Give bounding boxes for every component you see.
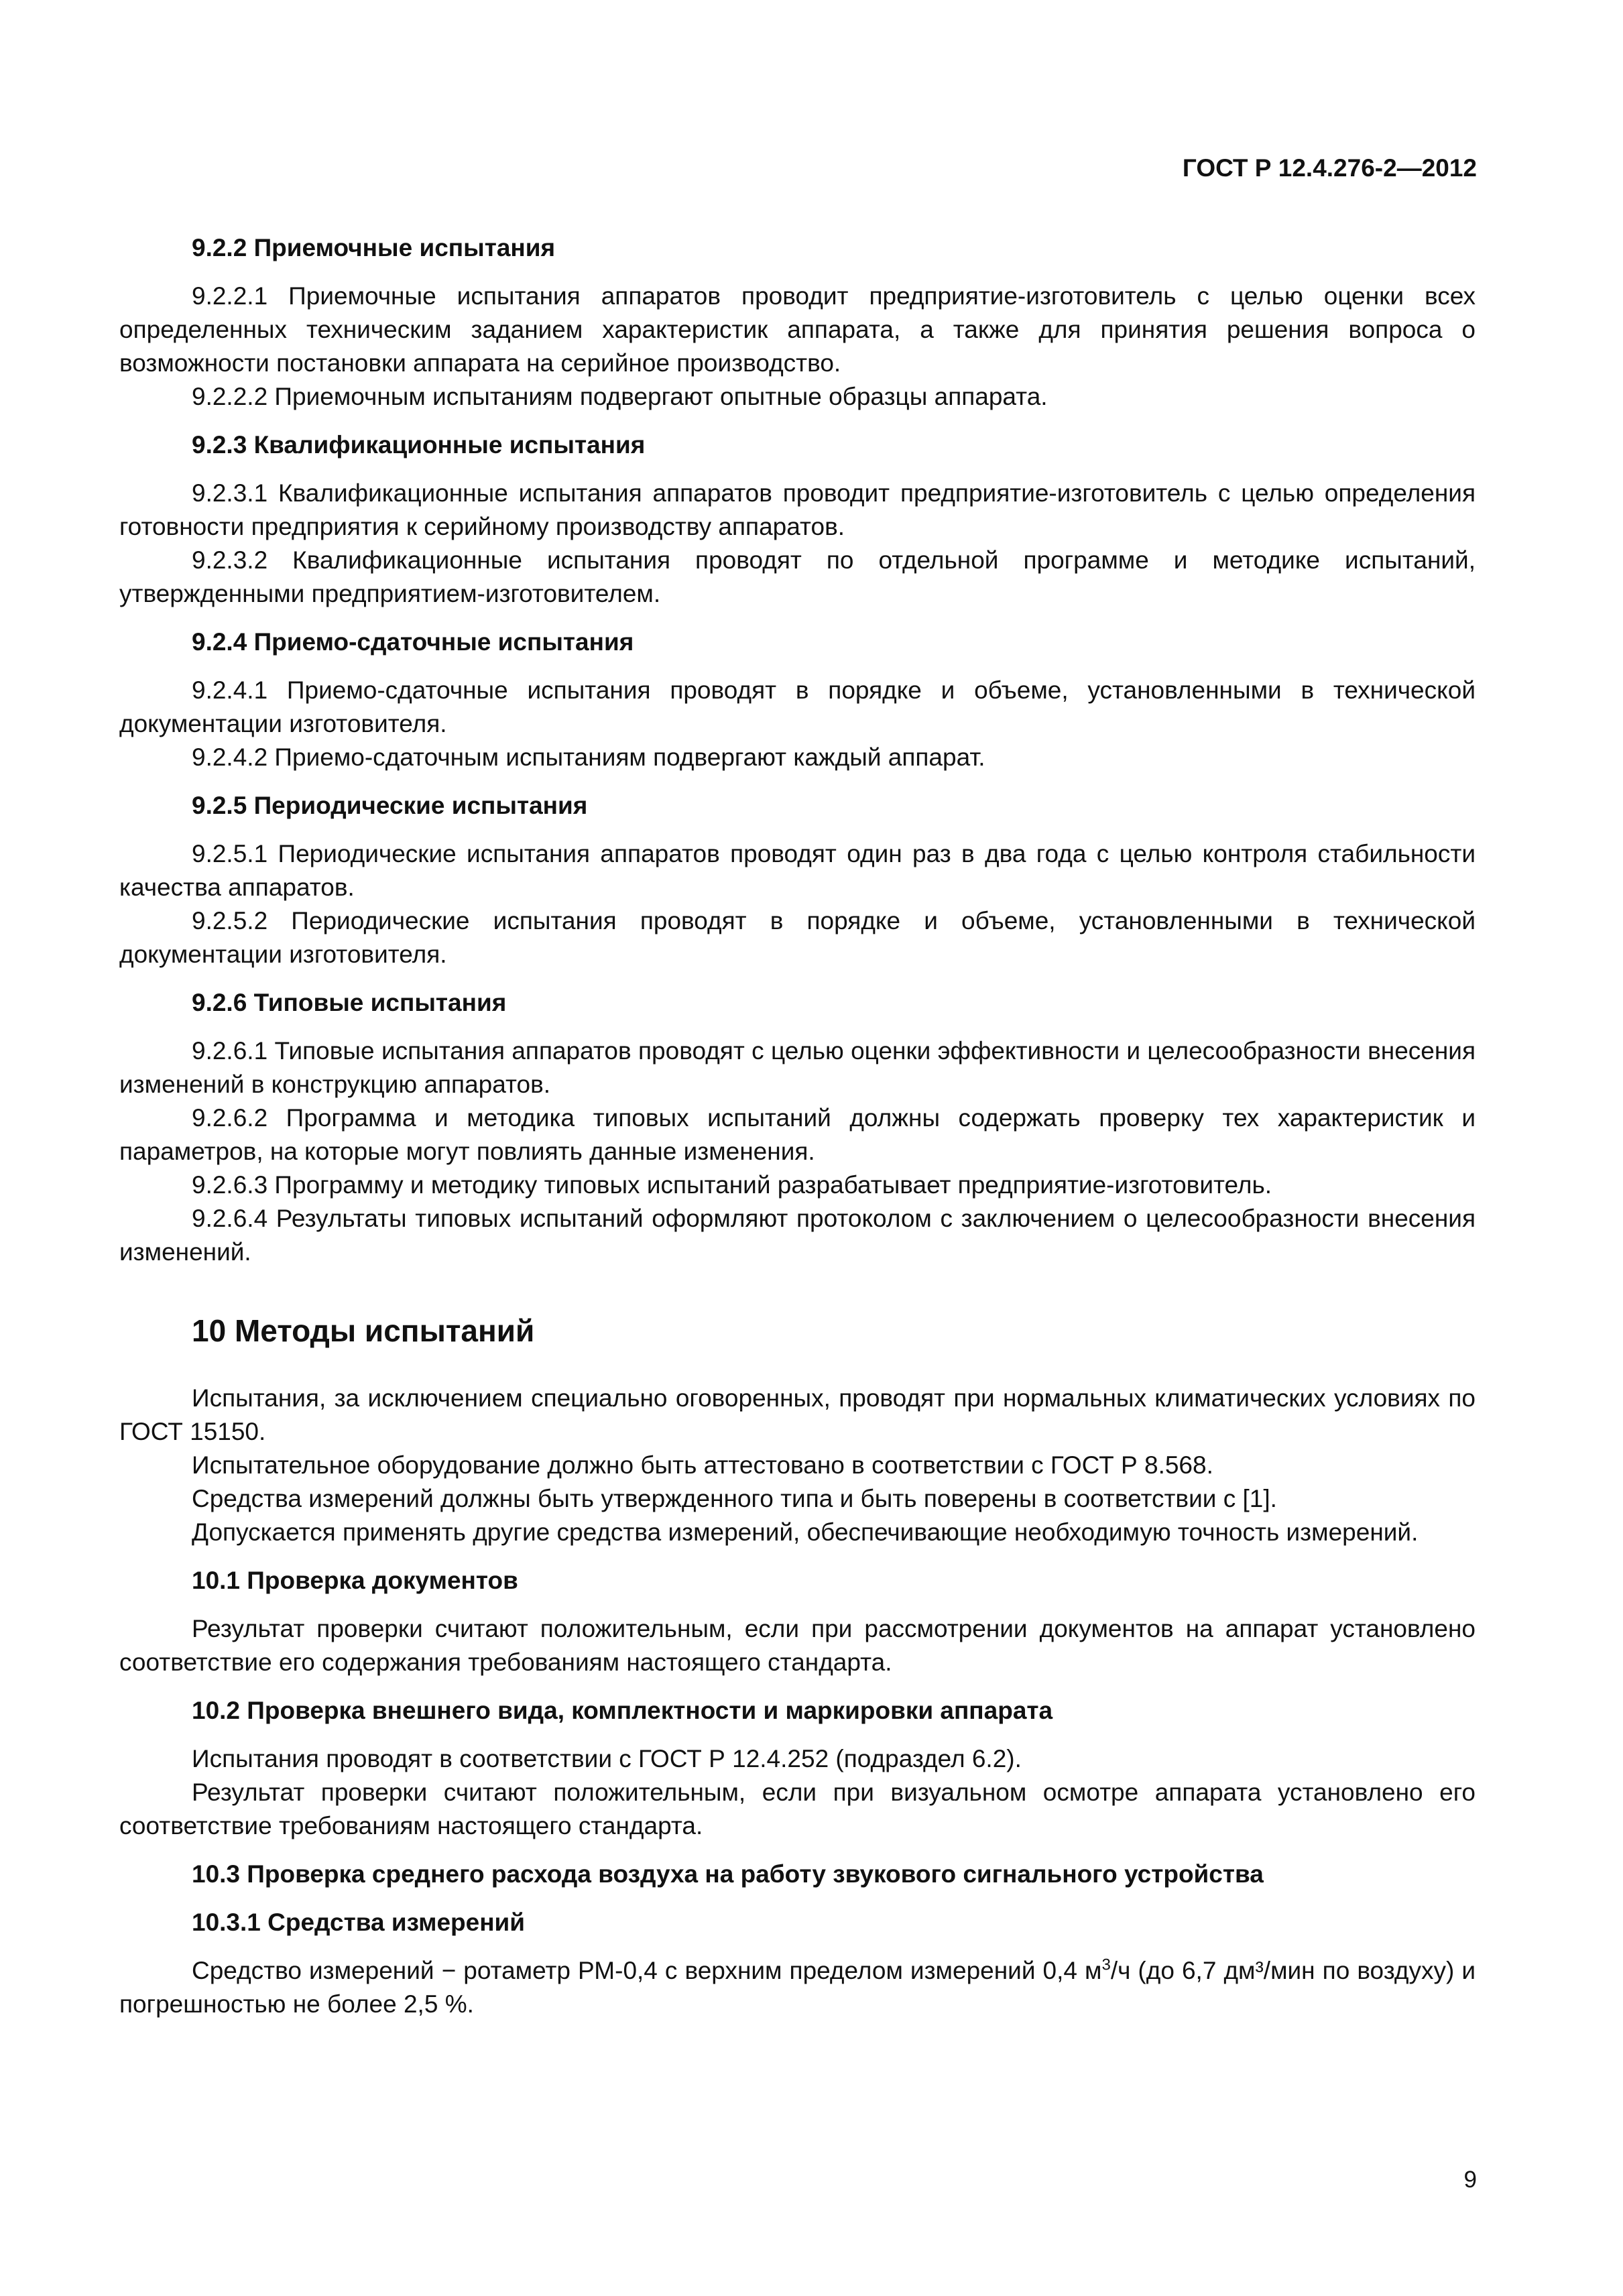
paragraph-measuring-instruments: [119, 1954, 1476, 2021]
subsection-heading: 9.2.2 Приемочные испытания: [192, 234, 556, 261]
page-number: 9: [1463, 2167, 1477, 2193]
paragraph: Допускается применять другие средства измерений, обеспечивающие необходимую точность измерений.: [192, 1518, 1419, 1546]
section-heading: 10 Методы испытаний: [192, 1313, 535, 1348]
paragraph: Испытания проводят в соответствии с ГОСТ Р 12.4.252 (подраздел 6.2).: [192, 1745, 1022, 1772]
paragraph: Результат проверки считают положительным, если при рассмотрении документов на аппарат установлено соответствие его содержания требованиям настоящего стандарта.: [119, 1615, 1476, 1676]
paragraph: 9.2.2.2 Приемочным испытаниям подвергают опытные образцы аппарата.: [192, 383, 1048, 410]
subsection-heading: 10.1 Проверка документов: [192, 1567, 518, 1594]
superscript-exponent: 3: [1101, 1955, 1111, 1974]
paragraph: Испытательное оборудование должно быть аттестовано в соответствии с ГОСТ Р 8.568.: [192, 1451, 1213, 1479]
paragraph: Испытания, за исключением специально оговоренных, проводят при нормальных климатических условиях по ГОСТ 15150.: [119, 1384, 1476, 1445]
paragraph: 9.2.3.1 Квалификационные испытания аппаратов проводит предприятие-изготовитель с целью определения готовности предприятия к серийному производству аппаратов.: [119, 479, 1476, 540]
paragraph: 9.2.5.1 Периодические испытания аппаратов проводят один раз в два года с целью контроля стабильности качества аппаратов.: [119, 840, 1476, 901]
paragraph: 9.2.4.1 Приемо-сдаточные испытания проводят в порядке и объеме, установленными в технической документации изготовителя.: [119, 676, 1476, 737]
subsection-heading: 10.2 Проверка внешнего вида, комплектности и маркировки аппарата: [192, 1697, 1053, 1724]
paragraph: 9.2.6.4 Результаты типовых испытаний оформляют протоколом с заключением о целесообразности внесения изменений.: [119, 1205, 1476, 1266]
paragraph: Средства измерений должны быть утвержденного типа и быть поверены в соответствии с [1].: [192, 1485, 1277, 1512]
paragraph: 9.2.6.2 Программа и методика типовых испытаний должны содержать проверку тех характеристик и параметров, на которые могут повлиять данные изменения.: [119, 1104, 1476, 1165]
paragraph-text-part: /ч (до 6,7 дм³/мин по воздуху) и погрешностью не более 2,5 %.: [119, 1957, 1476, 2018]
subsection-heading: 10.3.1 Средства измерений: [192, 1909, 526, 1936]
paragraph: 9.2.6.1 Типовые испытания аппаратов проводят с целью оценки эффективности и целесообразности внесения изменений в конструкцию аппаратов.: [119, 1037, 1476, 1098]
paragraph: 9.2.4.2 Приемо-сдаточным испытаниям подвергают каждый аппарат.: [192, 743, 985, 771]
paragraph: 9.2.6.3 Программу и методику типовых испытаний разрабатывает предприятие-изготовитель.: [192, 1171, 1272, 1199]
paragraph-text-part: Средство измерений − ротаметр РМ-0,4 с верхним пределом измерений 0,4 м: [192, 1957, 1102, 1984]
paragraph: Результат проверки считают положительным, если при визуальном осмотре аппарата установлено его соответствие требованиям настоящего стандарта.: [119, 1778, 1476, 1839]
subsection-heading: 9.2.5 Периодические испытания: [192, 792, 588, 819]
paragraph: 9.2.2.1 Приемочные испытания аппаратов проводит предприятие-изготовитель с целью оценки всех определенных техническим заданием характеристик аппарата, а также для принятия решения вопроса о возможности постановки аппарата на серийное производство.: [119, 282, 1476, 377]
document-body: [119, 231, 1476, 2021]
document-code: ГОСТ Р 12.4.276-2—2012: [1182, 154, 1477, 182]
paragraph: 9.2.3.2 Квалификационные испытания проводят по отдельной программе и методике испытаний, утвержденными предприятием-изготовителем.: [119, 546, 1476, 607]
subsection-heading: 9.2.6 Типовые испытания: [192, 989, 507, 1016]
subsection-heading: 9.2.3 Квалификационные испытания: [192, 431, 646, 459]
subsection-heading: 9.2.4 Приемо-сдаточные испытания: [192, 628, 634, 656]
paragraph: 9.2.5.2 Периодические испытания проводят в порядке и объеме, установленными в технической документации изготовителя.: [119, 907, 1476, 968]
subsection-heading: 10.3 Проверка среднего расхода воздуха на работу звукового сигнального устройства: [192, 1860, 1264, 1888]
